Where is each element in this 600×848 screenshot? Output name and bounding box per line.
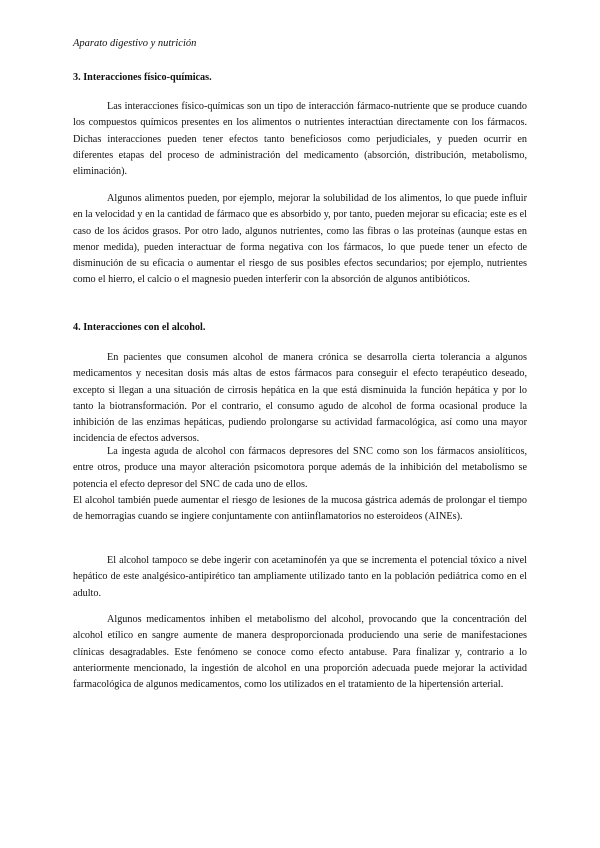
section-3-paragraph-2-block — [73, 191, 527, 289]
section-4-paragraph: El alcohol también puede aumentar el riesgo de lesiones de la mucosa gástrica además de prolongar el tiempo de hemorragias cuando se ingiere conjuntamente con antiinflamatorios no esteroideos (AINEs). — [73, 494, 527, 523]
section-3-paragraph: Algunos alimentos pueden, por ejemplo, mejorar la solubilidad de los alimentos, lo que puede influir en la velocidad y en la cantidad de fármaco que es absorbido y, por tanto, pueden mejorar su eficacia; este es el caso de los ácidos grasos. Por otro lado, algunos nutrientes, como las fibras o las proteínas (aunque estas en menor medida), pueden interactuar de forma negativa con los fármacos, lo que puede tener un efecto de disminución de su eficacia o aumentar el riesgo de sus posibles efectos secundarios; por ejemplo, nutrientes como el hierro, el calcio o el magnesio pueden interferir con la absorción de algunos antibióticos. — [73, 193, 527, 286]
section-3-paragraph-1-block — [73, 99, 527, 180]
section-4-paragraph-4-block — [73, 553, 527, 602]
section-4-paragraph-5-block — [73, 612, 527, 693]
section-4-paragraph: Algunos medicamentos inhiben el metabolismo del alcohol, provocando que la concentración del alcohol etílico en sangre aumente de manera desproporcionada produciendo una serie de manifestaciones clínicas desagradables. Este fenómeno se conoce como efecto antabuse. Para finalizar y, contrario a lo anteriormente mencionado, la ingestión de alcohol en una proporción adecuada puede mejorar la actividad farmacológica de algunos medicamentos, como los utilizados en el tratamiento de la hipertensión arterial. — [73, 614, 527, 691]
section-3-paragraph: Las interacciones físico-químicas son un tipo de interacción fármaco-nutriente que se produce cuando los compuestos químicos presentes en los alimentos o nutrientes interactúan directamente con los fármacos. Dichas interacciones pueden tener efectos tanto beneficiosos como perjudiciales, y pueden ocurrir en diferentes etapas del proceso de administración del medicamento (absorción, distribución, metabolismo, eliminación). — [73, 101, 527, 178]
section-4-paragraph: En pacientes que consumen alcohol de manera crónica se desarrolla cierta tolerancia a algunos medicamentos y necesitan dosis más altas de estos fármacos para conseguir el efecto terapéutico deseado, excepto si llegan a una situación de cirrosis hepática en la que está disminuida la función hepática y por lo tanto la biotransformación. Por el contrario, el consumo agudo de alcohol de forma ocasional produce la inhibición de las enzimas hepáticas, pudiendo prolongarse su actividad farmacológica, así como una mayor incidencia de efectos adversos. — [73, 352, 527, 445]
section-4-heading: 4. Interacciones con el alcohol. — [73, 322, 206, 333]
section-3-heading: 3. Interacciones físico-químicas. — [73, 72, 212, 83]
section-4-paragraph-2-block — [73, 444, 527, 525]
section-4-paragraph: El alcohol tampoco se debe ingerir con acetaminofén ya que se incrementa el potencial tóxico a nivel hepático de este analgésico-antipirético tan ampliamente utilizado tanto en la población pediátrica como en el adulto. — [73, 555, 527, 599]
running-header: Aparato digestivo y nutrición — [73, 38, 197, 49]
section-4-paragraph: La ingesta aguda de alcohol con fármacos depresores del SNC como son los fármacos ansiolíticos, entre otros, produce una mayor alteración psicomotora porque además de la inhibición del metabolismo se potencia el efecto depresor del SNC de cada uno de ellos. — [73, 446, 527, 490]
section-4-paragraph-1-block — [73, 350, 527, 448]
section-4 — [73, 320, 527, 336]
section-3 — [73, 70, 527, 86]
